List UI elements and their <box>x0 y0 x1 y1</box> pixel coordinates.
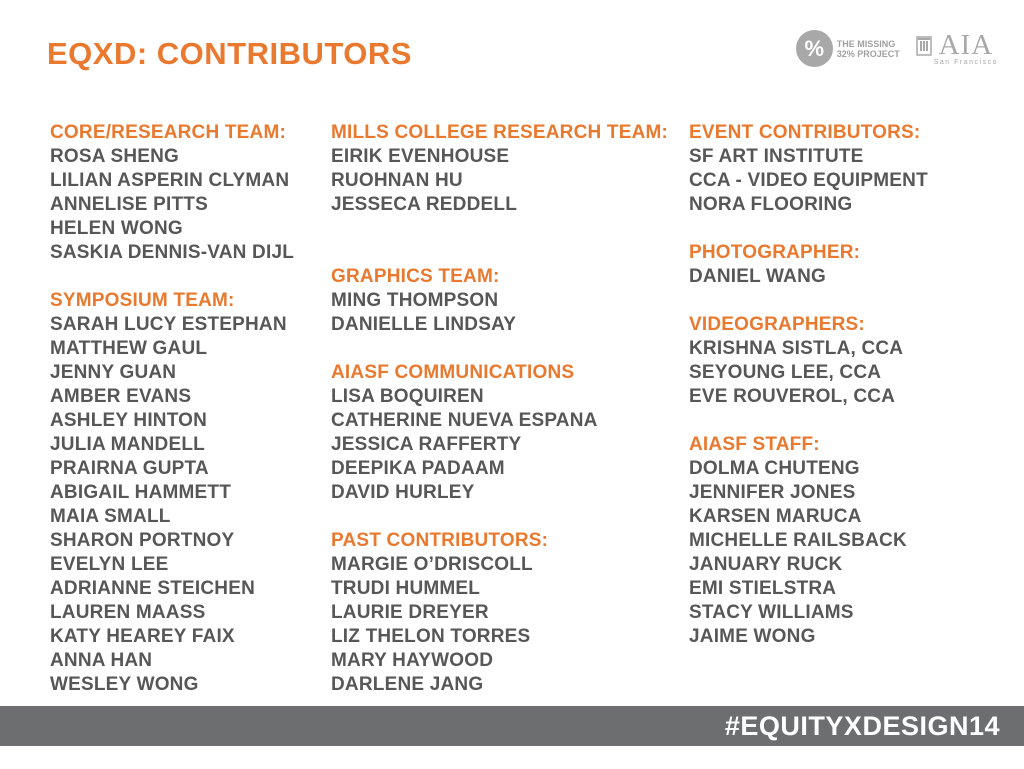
contributor-name: EVE ROUVEROL, CCA <box>689 386 896 407</box>
footer-bar <box>0 706 1024 746</box>
contributor-name: EVELYN LEE <box>50 554 169 575</box>
contributor-name: JAIME WONG <box>689 626 816 647</box>
section-aiasf-staff <box>689 433 928 649</box>
section-heading: GRAPHICS TEAM: <box>331 266 500 287</box>
missing-project-label <box>837 39 900 59</box>
contributor-name: ABIGAIL HAMMETT <box>50 482 232 503</box>
contributor-name: STACY WILLIAMS <box>689 602 854 623</box>
missing-32-percent-logo-icon <box>796 30 833 67</box>
contributor-name: MING THOMPSON <box>331 290 499 311</box>
sponsor-logos <box>796 30 998 67</box>
contributor-name: ASHLEY HINTON <box>50 410 208 431</box>
contributor-name: ADRIANNE STEICHEN <box>50 578 256 599</box>
contributor-name: KRISHNA SISTLA, CCA <box>689 338 904 359</box>
section-heading: PAST CONTRIBUTORS: <box>331 530 549 551</box>
contributor-name: SARAH LUCY ESTEPHAN <box>50 314 287 335</box>
contributor-name: HELEN WONG <box>50 218 183 239</box>
contributor-name: JANUARY RUCK <box>689 554 843 575</box>
aia-subtitle: San Francisco <box>933 59 998 66</box>
section-heading: MILLS COLLEGE RESEARCH TEAM: <box>331 122 669 143</box>
contributor-name: MATTHEW GAUL <box>50 338 208 359</box>
page-title: EQXD: CONTRIBUTORS <box>47 36 412 71</box>
contributor-name: EMI STIELSTRA <box>689 578 837 599</box>
event-hashtag: #EQUITYXDESIGN14 <box>724 710 1000 741</box>
percent-symbol: % <box>804 35 824 61</box>
contributor-name: MARGIE O’DRISCOLL <box>331 554 533 575</box>
section-videographers <box>689 313 928 409</box>
section-core-research-team <box>50 121 294 265</box>
contributor-name: LAURIE DREYER <box>331 602 489 623</box>
aia-wordmark: AIA <box>938 29 994 61</box>
contributor-name: JULIA MANDELL <box>50 434 205 455</box>
contributor-name: SEYOUNG LEE, CCA <box>689 362 882 383</box>
missing-line-1: THE MISSING <box>836 38 896 49</box>
contributor-name: WESLEY WONG <box>50 674 199 695</box>
column-2 <box>331 121 668 697</box>
contributor-name: LISA BOQUIREN <box>331 386 484 407</box>
section-photographer <box>689 241 928 289</box>
contributor-name: AMBER EVANS <box>50 386 192 407</box>
section-mills-college-research-team <box>331 121 668 217</box>
section-past-contributors <box>331 529 668 697</box>
section-heading: AIASF STAFF: <box>689 434 820 455</box>
section-heading: EVENT CONTRIBUTORS: <box>689 122 921 143</box>
contributor-name: JESSICA RAFFERTY <box>331 434 522 455</box>
contributor-name: KATY HEAREY FAIX <box>50 626 235 647</box>
column-3 <box>689 121 928 649</box>
contributor-name: PRAIRNA GUPTA <box>50 458 209 479</box>
contributor-name: SASKIA DENNIS-VAN DIJL <box>50 242 295 263</box>
contributor-name: DAVID HURLEY <box>331 482 475 503</box>
section-heading: PHOTOGRAPHER: <box>689 242 861 263</box>
contributor-name: CATHERINE NUEVA ESPANA <box>331 410 598 431</box>
contributor-name: EIRIK EVENHOUSE <box>331 146 510 167</box>
section-graphics-team <box>331 265 668 337</box>
section-heading: SYMPOSIUM TEAM: <box>50 290 235 311</box>
aia-sf-logo <box>916 31 998 66</box>
contributor-name: LIZ THELON TORRES <box>331 626 531 647</box>
contributor-name: KARSEN MARUCA <box>689 506 862 527</box>
contributor-name: DOLMA CHUTENG <box>689 458 860 479</box>
contributor-name: ROSA SHENG <box>50 146 180 167</box>
contributor-name: LAUREN MAASS <box>50 602 206 623</box>
section-symposium-team <box>50 289 294 697</box>
contributor-name: MICHELLE RAILSBACK <box>689 530 907 551</box>
contributor-name: NORA FLOORING <box>689 194 853 215</box>
contributor-name: DANIEL WANG <box>689 266 826 287</box>
missing-line-2: 32% PROJECT <box>836 48 900 59</box>
contributor-name: LILIAN ASPERIN CLYMAN <box>50 170 290 191</box>
contributor-name: RUOHNAN HU <box>331 170 463 191</box>
section-event-contributors <box>689 121 928 217</box>
contributor-name: TRUDI HUMMEL <box>331 578 481 599</box>
contributor-name: JENNIFER JONES <box>689 482 856 503</box>
contributor-name: CCA - VIDEO EQUIPMENT <box>689 170 928 191</box>
contributor-name: JENNY GUAN <box>50 362 177 383</box>
contributor-name: MARY HAYWOOD <box>331 650 494 671</box>
contributor-name: SF ART INSTITUTE <box>689 146 864 167</box>
contributor-name: ANNA HAN <box>50 650 153 671</box>
contributor-name: JESSECA REDDELL <box>331 194 517 215</box>
contributor-name: DARLENE JANG <box>331 674 484 695</box>
contributor-name: ANNELISE PITTS <box>50 194 208 215</box>
contributor-name: DEEPIKA PADAAM <box>331 458 505 479</box>
column-1 <box>50 121 294 697</box>
contributor-name: MAIA SMALL <box>50 506 171 527</box>
section-heading: AIASF COMMUNICATIONS <box>331 362 575 383</box>
section-heading: CORE/RESEARCH TEAM: <box>50 122 287 143</box>
contributor-name: SHARON PORTNOY <box>50 530 235 551</box>
contributor-name: DANIELLE LINDSAY <box>331 314 517 335</box>
aia-seal-icon <box>916 35 932 57</box>
section-aiasf-communications <box>331 361 668 505</box>
section-heading: VIDEOGRAPHERS: <box>689 314 865 335</box>
